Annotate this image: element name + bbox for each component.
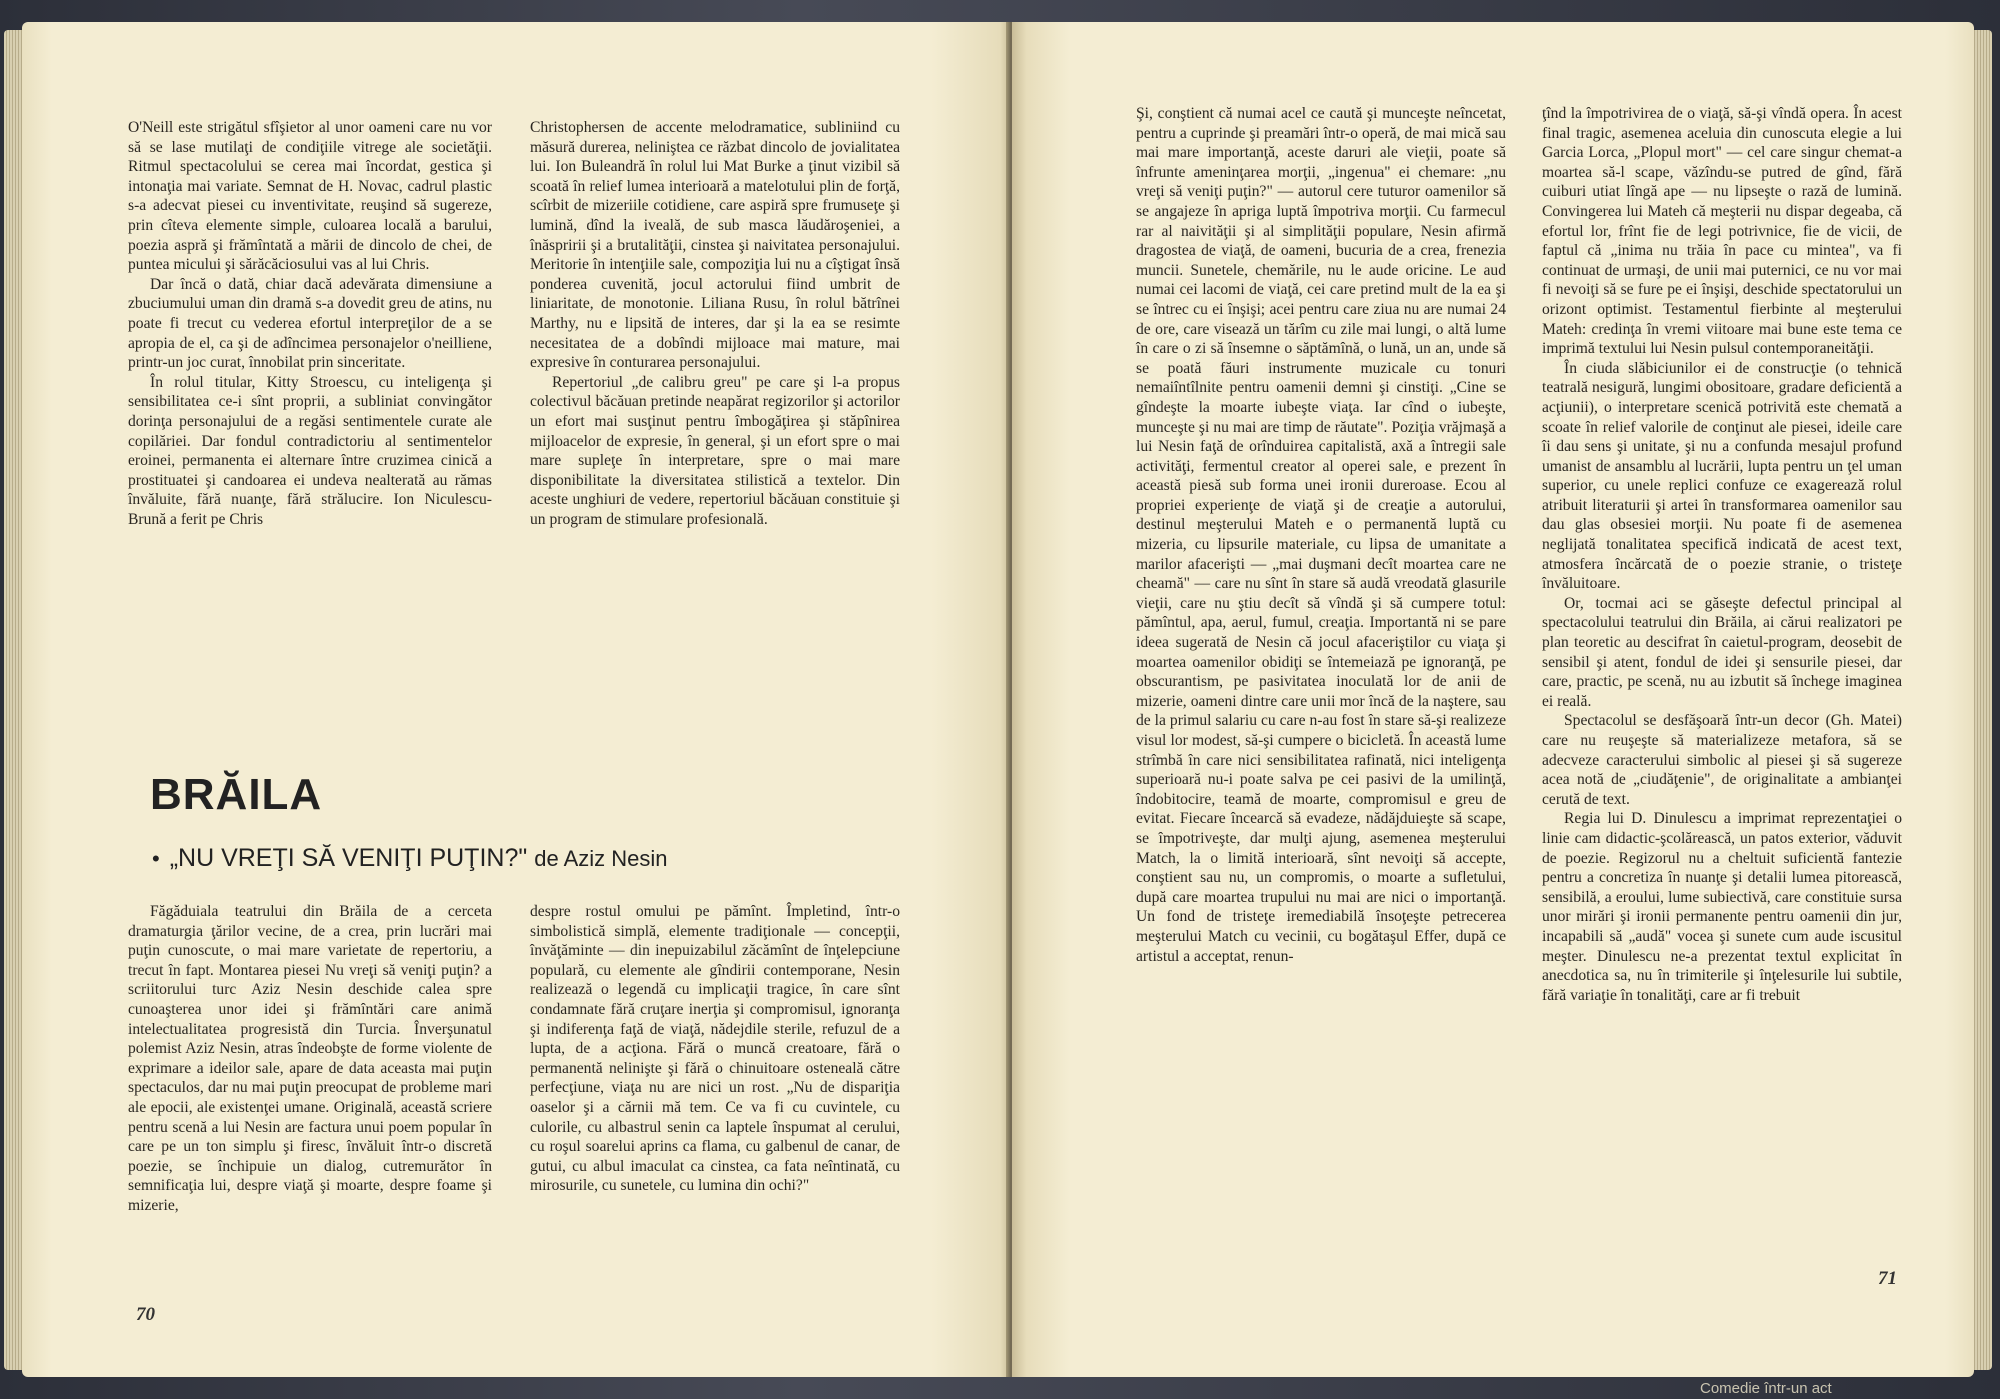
- paragraph: Făgăduiala teatrului din Brăila de a cerceta dramaturgia ţărilor vecine, de a crea, prin lucrări mai puţin cunoscute, o mai mare varietate de repertoriu, a trecut în fapt. Montarea piesei Nu vreţi să veniţi puţin? a scriitorului turc Aziz Nesin deschide calea spre cunoaşterea unor idei şi frămîntări care animă intelectualitatea progresistă din Turcia. Înverşunatul polemist Aziz Nesin, atras îndeobşte de forme violente de exprimare a ideilor sale, apare de data aceasta mai puţin spectaculos, dar nu mai puţin preocupat de probleme mari ale epocii, ale existenţei umane. Originală, această scriere pentru scenă a lui Nesin are factura unui poem popular în care pe un ton simplu şi firesc, învăluit într-o discretă poezie, se închipuie un dialog, cutremurător în semnificaţia lui, despre viaţă şi moarte, despre foame şi mizerie,: [128, 903, 492, 1214]
- right-col2: [1542, 104, 1902, 1005]
- paragraph: O'Neill este strigătul sfîşietor al unor oameni care nu vor să se lase mutilaţi de condiţiile vitrege ale societăţii. Ritmul spectacolului se cerea mai încordat, gestica şi intonaţia mai variate. Semnat de H. Novac, cadrul plastic s-a adecvat piesei cu inventivitate, reuşind să sugereze, prin cîteva elemente simple, culoarea locală a barului, poezia aspră şi frămîntată a mării de dincolo de chei, de puntea micului şi sărăcăciosului vas al lui Chris.: [128, 119, 492, 274]
- page-edges-left: [4, 30, 24, 1370]
- play-author: de Aziz Nesin: [534, 846, 668, 871]
- left-col2-top: [530, 118, 900, 529]
- play-subheading: [152, 844, 668, 873]
- page-number: 71: [1878, 1268, 1897, 1289]
- left-col2-bottom: [530, 902, 900, 1196]
- left-col1-bottom: [128, 902, 492, 1216]
- paragraph: ţînd la împotrivirea de o viaţă, să-şi vîndă opera. În acest final tragic, asemenea aceluia din cunoscuta elegie a lui Garcia Lorca, „Plopul mort" — cel care singur chemat-a moartea să-l scape, văzîndu-se putred de gînd, fără cuiburi utiat lîngă ape — nu lipseşte o rază de lumină. Convingerea lui Mateh că meşterii nu dispar degeaba, că efortul lor, frînt fie de legi potrivnice, fie de vicii, de faptul că „inima nu trăia în pace cu mintea", va fi continuat de urmaşi, de unii mai puternici, ce nu vor mai fi nevoiţi să se fure pe ei înşişi, deschide spectatorului un orizont optimist. Testamentul fierbinte al meşterului Mateh: credinţa în vremi viitoare mai bune este tema ce imprimă textului lui Nesin pulsul contemporaneităţii.: [1542, 105, 1902, 358]
- paragraph: Or, tocmai aci se găseşte defectul principal al spectacolului teatrului din Brăila, ai cărui realizatori pe plan teoretic au descifrat în caietul-program, deosebit de sensibil şi atent, fondul de idei şi sensurile piesei, dar care, practic, pe scenă, nu au izbutit să închege imaginea ei reală.: [1542, 594, 1902, 710]
- paragraph: Dar încă o dată, chiar dacă adevărata dimensiune a zbuciumului uman din dramă s-a dovedit greu de atins, nu poate fi trecut cu vederea efortul interpreţilor de a se apropia de el, ca şi de adîncimea personajelor o'neilliene, printr-un joc curat, înnobilat prin sinceritate.: [128, 275, 492, 372]
- paragraph: Spectacolul se desfăşoară într-un decor (Gh. Matei) care nu reuşeşte să materializeze metafora, să se adecveze caracterului simbolic al piesei şi să sugereze acea notă de „ciudăţenie", de originalitate a ambianţei cerută de text.: [1542, 712, 1902, 808]
- paragraph: despre rostul omului pe pămînt. Împletind, într-o simbolistică simplă, elemente tradiţionale — concepţii, învăţăminte — din inepuizabilul zăcămînt de înţelepciune populară, cu elemente ale gîndirii contemporane, Nesin realizează o legendă cu implicaţii tragice, în care sînt condamnate fără cruţare inerţia şi compromisul, ignoranţa şi indiferenţa faţă de viaţă, nădejdile sterile, refuzul de a lupta, de a acţiona. Fără o muncă creatoare, fără o permanentă nelinişte şi fără o chinuitoare osteneală către perfecţiune, viaţa nu are nici un rost. „Nu de dispariţia oaselor şi a cărnii mă tem. Ce va fi cu cuvintele, cu culorile, cu albastrul senin ca laptele înspumat al cerului, cu roşul soarelui aprins ca flama, cu galbenul de canar, de gutui, cu albul imaculat ca cinstea, ca fata neîntinată, cu mirosurile, cu sunetele, cu lumina din ochi?": [530, 903, 900, 1195]
- paragraph: Repertoriul „de calibru greu" pe care şi l-a propus colectivul băcăuan pretinde neapărat regizorilor şi actorilor un efort mai susţinut pentru îmbogăţirea şi stăpînirea mijloacelor de expresie, în general, şi un efort spre o mai mare supleţe în interpretare, spre o mai mare disponibilitate la diversitatea stilistică a textelor. Din aceste unghiuri de vedere, repertoriul băcăuan constituie şi un program de stimulare profesională.: [530, 373, 900, 528]
- paragraph: În ciuda slăbiciunilor ei de construcţie (o tehnică teatrală nesigură, lungimi obositoare, gradare deficientă a acţiunii), o interpretare scenică potrivită este chemată a scoate în relief valorile de conţinut ale piesei, ideile care îi dau sens şi unitate, şi nu a confunda mesajul profund umanist de ansamblu al lucrării, lupta pentru un ţel uman superior, cu unele replici confuze ce exagerează rolul atribuit literaturii şi artei în transformarea oamenilor sau dau glas obsesiei morţii. Nu poate fi de asemenea neglijată tonalitatea specifică indicată de acest text, atmosfera încărcată de o poezie stranie, o tristeţe învăluitoare.: [1542, 359, 1902, 593]
- paragraph: Şi, conştient că numai acel ce caută şi munceşte neîncetat, pentru a cuprinde şi preamări într-o operă, de mai mică sau mai mare importanţă, aceste daruri ale vieţii, poate să înfrunte ameninţarea morţii, „ingenua" ei chemare: „nu vreţi să veniţi puţin?" — autorul cere tuturor oamenilor să se angajeze în apriga luptă împotriva morţii. Cu farmecul rar al naivităţii şi al simplităţii populare, Nesin afirmă dragostea de viaţă, de oameni, bucuria de a crea, frenezia muncii. Sunetele, chemările, nu le aude oricine. Le aud numai cei lacomi de viaţă, cei care pretind mult de la ea şi se întrec cu ei înşişi; acei pentru care ziua nu are numai 24 de ore, care visează un tărîm cu zile mai lungi, o altă lume în care o zi să însemne o săptămînă, o lună, un an, unde să se poată făuri instrumente muzicale cu tonuri nemaiîntîlnite pentru oamenii demni şi cinstiţi. „Cine se gîndeşte la moarte iubeşte viaţa. Iar cînd o iubeşte, munceşte şi nu mai are timp de răutate". Poziţia vrăjmaşă a lui Nesin faţă de orînduirea capitalistă, axă a întregii sale activităţi, fermentul creator al operei sale, e prezent în această piesă sub forma unei ironii dureroase. Ecou al propriei experienţe de viaţă şi de creaţie a autorului, destinul meşterului Mateh e o permanentă luptă cu mizeria, cu lipsurile materiale, cu lipsa de umanitate a marilor afacerişti — „mai duşmani decît moartea care ne cheamă" — care nu sînt în stare să audă vreodată glasurile vieţii, care nu ştiu decît să vîndă şi să cumpere totul: pămîntul, apa, aerul, fumul, creaţia. Importantă ni se pare ideea sugerată de Nesin că jocul afaceriştilor cu viaţa şi moartea oamenilor obidiţi se întemeiază pe ignoranţă, pe obscurantism, pe pasivitatea inoculată lor de anii de mizerie, oameni dintre care unii mor încă de la naştere, sau de la primul salariu cu care n-au fost în stare să-şi realizeze visul lor modest, să-şi cumpere o bicicletă. În această lume strîmbă în care nici sensibilitatea rafinată, nici inteligenţa superioară nu-i poate salva pe cei pasivi de la umilinţă, îndobitocire, teamă de moarte, compromisul e greu de evitat. Fiecare încearcă să evadeze, nădăjduieşte să scape, se împotriveşte, dar mulţi ajung, asemenea meşterului Match, la o limită interioară, sînt nevoiţi să accepte, conştient sau nu, un compromis, o moarte a sufletului, după care moartea trupului nu mai are nici o importanţă. Un fond de tristeţe iremediabilă însoţeşte petrecerea meşterului Match cu vecinii, cu bogătaşul Effer, după ce artistul a acceptat, renun-: [1136, 105, 1506, 965]
- paragraph: Christophersen de accente melodramatice, subliniind cu măsură durerea, neliniştea ce răzbat dincolo de jovialitatea lui. Ion Buleandră în rolul lui Mat Burke a ţinut vizibil să scoată în relief lumea interioară a matelotului plin de forţă, scîrbit de mizeriile cotidiene, care aspiră spre frumuseţe şi lumină, dînd la iveală, de sub masca lăudăroşeniei, a înăspririi şi a brutalităţii, cinstea şi naivitatea personajului. Meritorie în intenţiile sale, compoziţia lui nu a cîştigat însă ponderea cuvenită, jocul actorului fiind umbrit de liniaritate, de monotonie. Liliana Rusu, în rolul bătrînei Marthy, nu e lipsită de interes, dar şi la ea se resimte necesitatea de a dobîndi mijloace mai mature, mai expresive în conturarea personajului.: [530, 119, 900, 372]
- paragraph: Regia lui D. Dinulescu a imprimat reprezentaţiei o linie cam didactic-şcolărească, un patos exterior, văduvit de poezie. Regizorul nu a cheltuit suficientă fantezie pentru a concretiza în nuanţe şi detalii lumea pitorească, sensibilă, a eroului, lume subiectivă, care constituie sursa unor mirări şi ironii permanente pentru oamenii din jur, incapabili să „audă" vocea şi sunete cum aude iscusitul meşter. Dinulescu ne-a prezentat textul explicitat în anecdotica sa, nu în trimiterile şi înţelesurile lui subtile, fără variaţie în tonalităţi, care ar fi trebuit: [1542, 810, 1902, 1004]
- left-page: [22, 22, 1010, 1377]
- right-page: [1012, 22, 1974, 1377]
- left-col1-top: [128, 118, 492, 529]
- play-title: „NU VREŢI SĂ VENIŢI PUŢIN?": [169, 844, 528, 872]
- paragraph: În rolul titular, Kitty Stroescu, cu inteligenţa şi sensibilitatea ce-i sînt proprii, a subliniat convingător dorinţa personajului de a regăsi sentimentele curate ale copilăriei. Dar fondul contradictoriu al sentimentelor eroinei, permanenta ei alternare între cruzimea cinică a prostituatei şi candoarea ei undeva nealterată au rămas învăluite, fără nuanţe, fără strălucire. Ion Niculescu-Brună a ferit pe Chris: [128, 373, 492, 528]
- right-col1: [1136, 104, 1506, 966]
- page-edges-right: [1972, 30, 1992, 1370]
- bottom-tab-text: Comedie într-un act: [1700, 1380, 1832, 1397]
- section-headline: BRĂILA: [150, 770, 323, 819]
- page-number: 70: [136, 1304, 155, 1325]
- bullet-icon: •: [152, 846, 160, 871]
